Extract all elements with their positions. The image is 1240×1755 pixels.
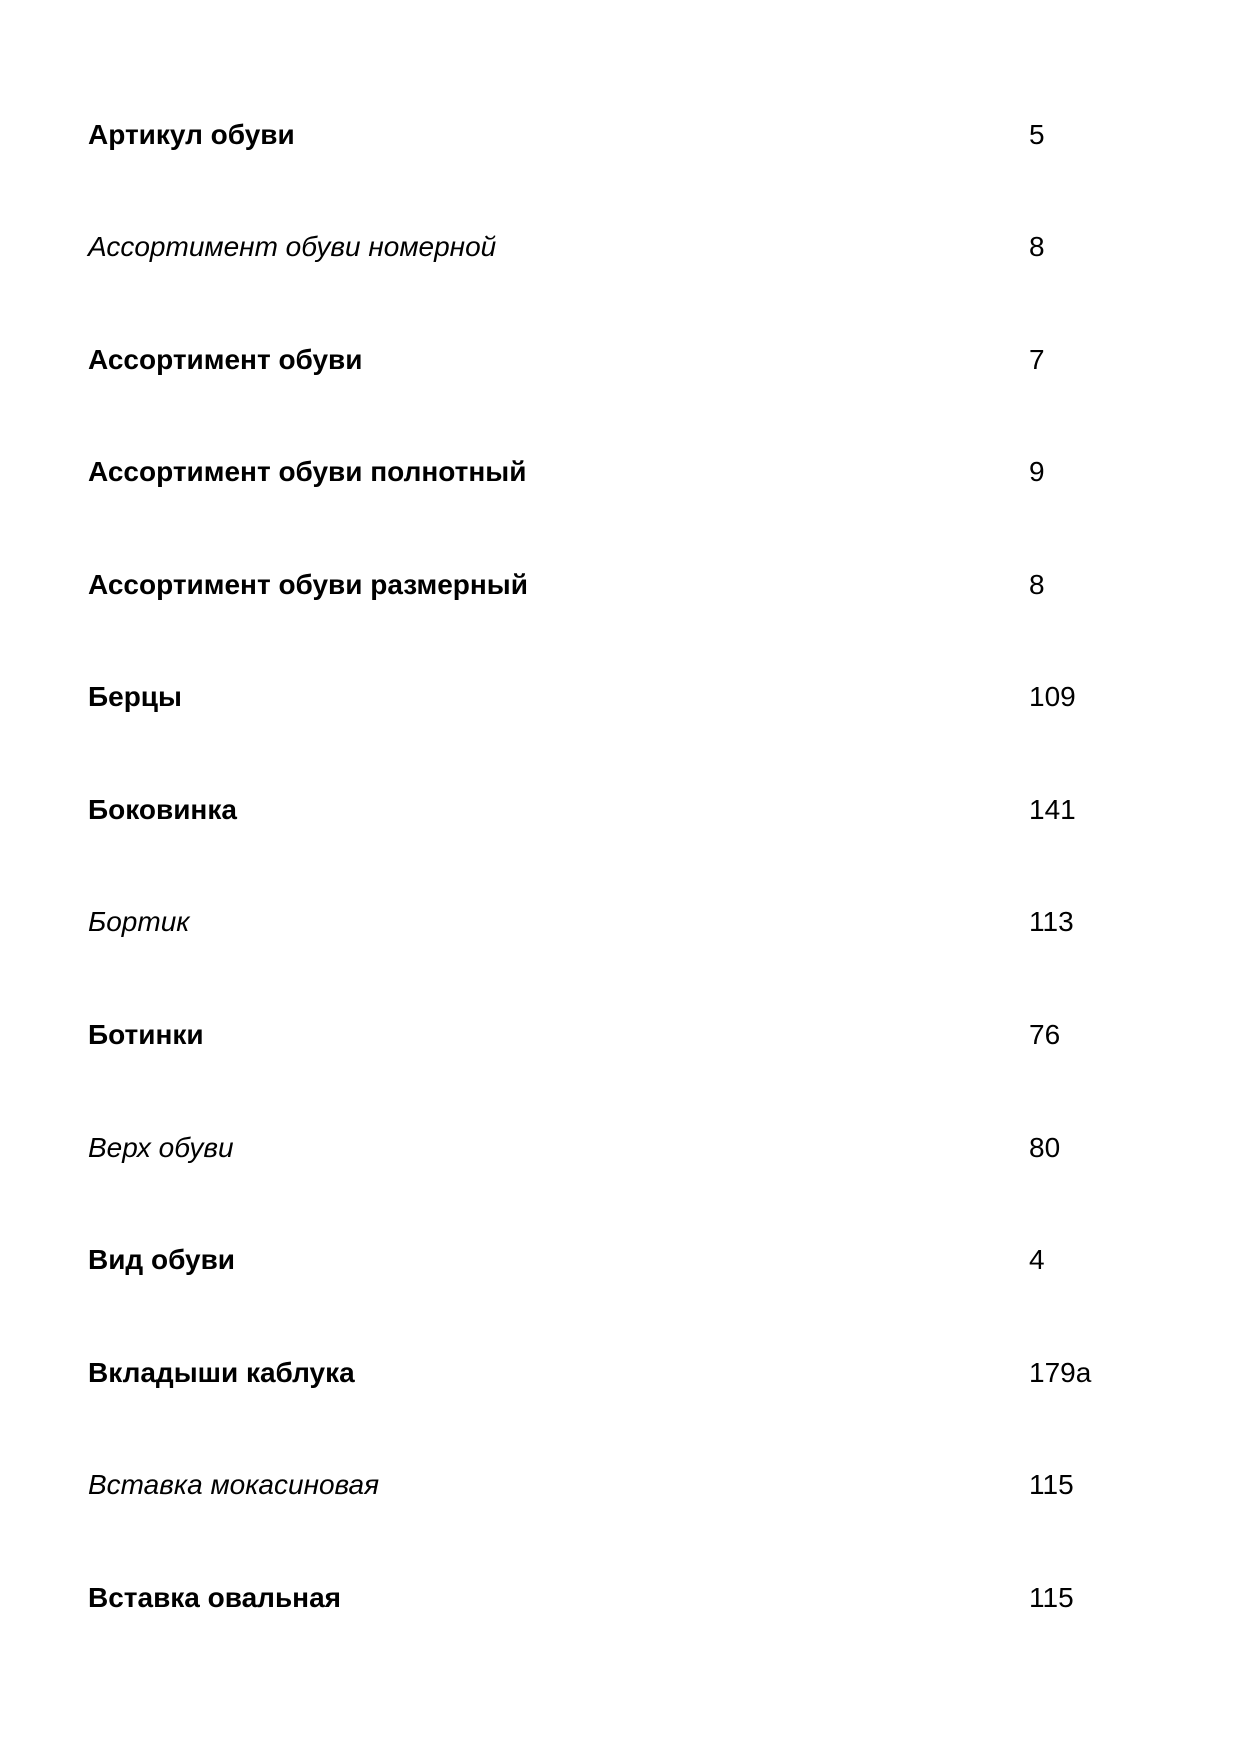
index-page-ref: 5 — [1029, 119, 1045, 150]
index-entry — [0, 340, 1240, 380]
index-page-ref: 8 — [1029, 231, 1045, 262]
index-term: Ассортимент обуви размерный — [88, 569, 528, 600]
index-term: Вставка мокасиновая — [88, 1469, 380, 1500]
index-entry — [0, 1578, 1240, 1618]
index-term: Артикул обуви — [88, 119, 295, 150]
index-term: Ассортимент обуви полнотный — [88, 456, 527, 487]
index-entry — [0, 1465, 1240, 1505]
index-entry — [0, 565, 1240, 605]
index-entry — [0, 1128, 1240, 1168]
index-page-ref: 115 — [1029, 1469, 1074, 1500]
index-page-ref: 179а — [1029, 1357, 1092, 1388]
index-term: Ассортимент обуви — [88, 344, 363, 375]
index-page-ref: 109 — [1029, 681, 1076, 712]
index-page-ref: 4 — [1029, 1244, 1045, 1275]
index-page-ref: 113 — [1029, 906, 1074, 937]
index-term: Вставка овальная — [88, 1582, 341, 1613]
index-term: Вкладыши каблука — [88, 1357, 355, 1388]
index-term: Боковинка — [88, 794, 237, 825]
index-term: Берцы — [88, 681, 182, 712]
index-term: Ботинки — [88, 1019, 204, 1050]
index-term: Ассортимент обуви номерной — [88, 231, 497, 262]
index-page-ref: 141 — [1029, 794, 1076, 825]
index-entry — [0, 790, 1240, 830]
index-entry — [0, 677, 1240, 717]
index-entry — [0, 1353, 1240, 1393]
index-page-ref: 80 — [1029, 1132, 1061, 1163]
index-entry — [0, 1015, 1240, 1055]
index-page-ref: 115 — [1029, 1582, 1074, 1613]
index-term: Вид обуви — [88, 1244, 236, 1275]
index-term: Бортик — [88, 906, 190, 937]
index-page-ref: 76 — [1029, 1019, 1061, 1050]
index-page-ref: 7 — [1029, 344, 1045, 375]
index-entry — [0, 452, 1240, 492]
index-page-ref: 9 — [1029, 456, 1045, 487]
index-term: Верх обуви — [88, 1132, 234, 1163]
index-entry — [0, 902, 1240, 942]
index-entry — [0, 1240, 1240, 1280]
index-page-ref: 8 — [1029, 569, 1045, 600]
index-entry — [0, 115, 1240, 155]
index-entry — [0, 227, 1240, 267]
